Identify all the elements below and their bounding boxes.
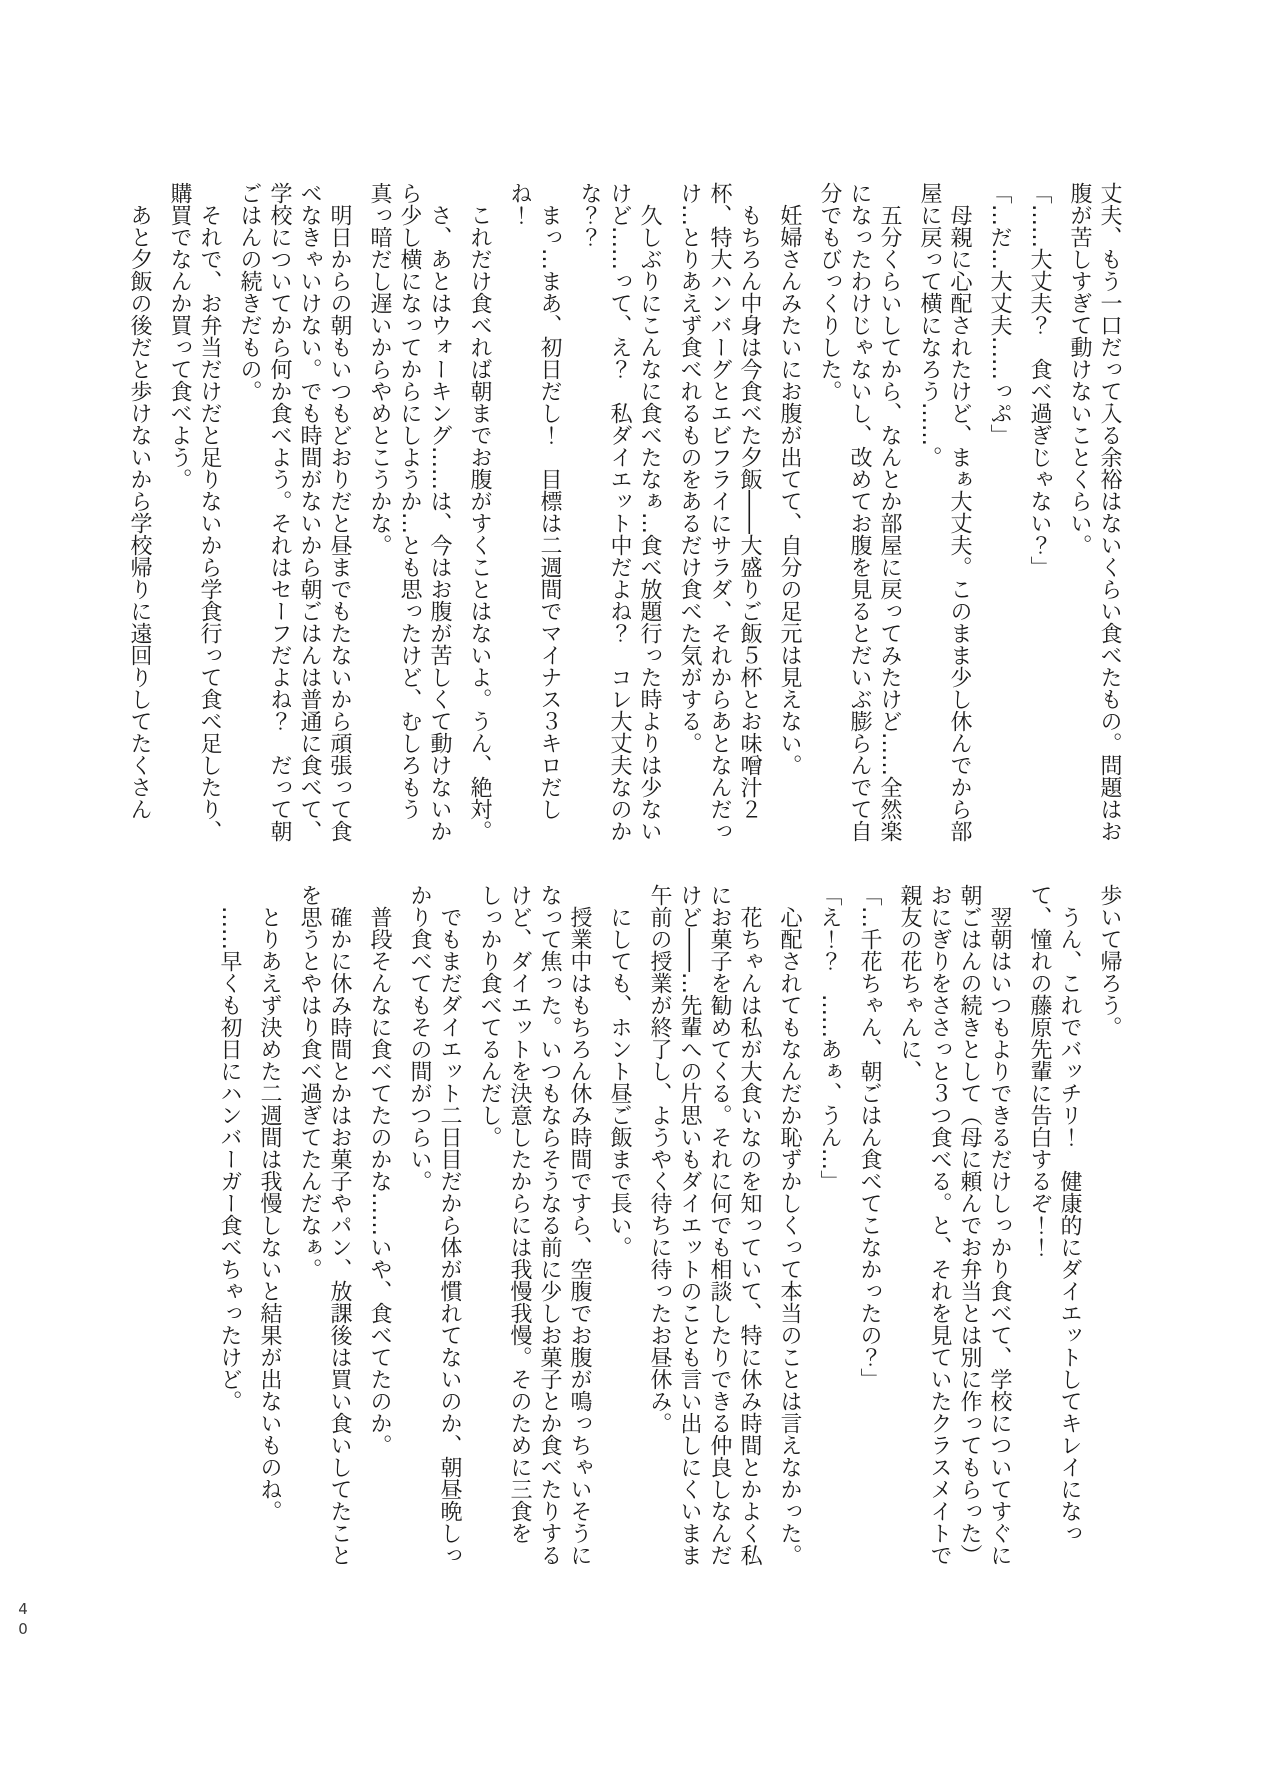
paragraph: とりあえず決めた二週間は我慢しないと結果が出ないものね。 xyxy=(257,906,282,1522)
page-number: 40 xyxy=(14,1600,32,1640)
paragraph: 「…千花ちゃん、朝ごはん食べてこなかったの？」 xyxy=(857,884,882,1390)
paragraph: 歩いて帰ろう。 xyxy=(1097,884,1122,1038)
text-band-bottom xyxy=(214,884,1124,1578)
paragraph: もちろん中身は今食べた夕飯――大盛りご飯５杯とお味噌汁２杯、特大ハンバーグとエビフライにサラダ、それからあとなんだっけ…とりあえず食べれるものをあるだけ食べた気がする。 xyxy=(677,182,762,842)
paragraph: ……早くも初日にハンバーガー食べちゃったけど。 xyxy=(217,906,242,1412)
paragraph: あと夕飯の後だと歩けないから学校帰りに遠回りしてたくさん xyxy=(127,204,152,820)
paragraph: これだけ食べれば朝までお腹がすくことはないよ。うん、絶対。 xyxy=(467,204,492,842)
paragraph: さ、あとはウォーキング……は、今はお腹が苦しくて動けないから少し横になってからにしようか…とも思ったけど、むしろもう真っ暗だし遅いからやめとこうかな。 xyxy=(367,182,452,842)
text-band-top xyxy=(124,182,1124,852)
paragraph: 翌朝はいつもよりできるだけしっかり食べて、学校についてすぐに朝ごはんの続きとして（母に頼んでお弁当とは別に作ってもらった）おにぎりをささっと３つ食べる。と、それを見ていたクラスメイトで親友の花ちゃんに、 xyxy=(897,884,1012,1566)
paragraph: 花ちゃんは私が大食いなのを知っていて、特に休み時間とかよく私にお菓子を勧めてくる。それに何でも相談したりできる仲良しなんだけど――…先輩への片思いもダイエットのことも言い出しにくいまま午前の授業が終了し、ようやく待ちに待ったお昼休み。 xyxy=(647,884,762,1566)
paragraph: うん、これでバッチリ！ 健康的にダイエットしてキレイになって、憧れの藤原先輩に告白するぞ！！ xyxy=(1027,884,1082,1544)
paragraph: 母親に心配されたけど、まぁ大丈夫。このまま少し休んでから部屋に戻って横になろう……。 xyxy=(917,182,972,842)
paragraph: 心配されてもなんだか恥ずかしくって本当のことは言えなかった。 xyxy=(777,906,802,1566)
paragraph: 五分くらいしてから、なんとか部屋に戻ってみたけど……全然楽になったわけじゃないし、改めてお腹を見るとだいぶ膨らんでて自分でもびっくりした。 xyxy=(817,182,902,842)
paragraph: 確かに休み時間とかはお菓子やパン、放課後は買い食いしてたことを思うとやはり食べ過ぎてたんだなぁ。 xyxy=(297,884,352,1566)
paragraph: 「……大丈夫？ 食べ過ぎじゃない？」 xyxy=(1027,182,1052,578)
paragraph: 丈夫、もう一口だって入る余裕はないくらい食べたもの。問題はお腹が苦しすぎて動けないことくらい。 xyxy=(1067,182,1122,842)
paragraph: 久しぶりにこんなに食べたなぁ…食べ放題行った時よりは少ないけど……って、え？ 私ダイエット中だよね？ コレ大丈夫なのかな？？ xyxy=(577,182,662,842)
paragraph: 妊婦さんみたいにお腹が出てて、自分の足元は見えない。 xyxy=(777,204,802,776)
paragraph: それで、お弁当だけだと足りないから学食行って食べ足したり、購買でなんか買って食べよう。 xyxy=(167,182,222,842)
paragraph: 授業中はもちろん休み時間ですら、空腹でお腹が鳴っちゃいそうになって焦った。いつもならそうなる前に少しお菓子とか食べたりするけど、ダイエットを決意したからには我慢我慢。そのために三食をしっかり食べてるんだし。 xyxy=(477,884,592,1566)
paragraph: 普段そんなに食べてたのかな……いや、食べてたのか。 xyxy=(367,906,392,1456)
paragraph: でもまだダイエット二日目だから体が慣れてないのか、朝昼晩しっかり食べてもその間がつらい。 xyxy=(407,884,462,1566)
paragraph: 「え！？ ……あぁ、うん…」 xyxy=(817,884,842,1192)
paragraph: まっ…まあ、初日だし！ 目標は二週間でマイナス３キロだしね！ xyxy=(507,182,562,820)
paragraph: にしても、ホント昼ご飯まで長い。 xyxy=(607,906,632,1258)
paragraph: 明日からの朝もいつもどおりだと昼までもたないから頑張って食べなきゃいけない。でも時間がないから朝ごはんは普通に食べて、学校についてから何か食べよう。それはセーフだよね？ だって朝ごはんの続きだもの。 xyxy=(237,182,352,842)
paragraph: 「…だ…大丈夫……っぷ」 xyxy=(987,182,1012,446)
